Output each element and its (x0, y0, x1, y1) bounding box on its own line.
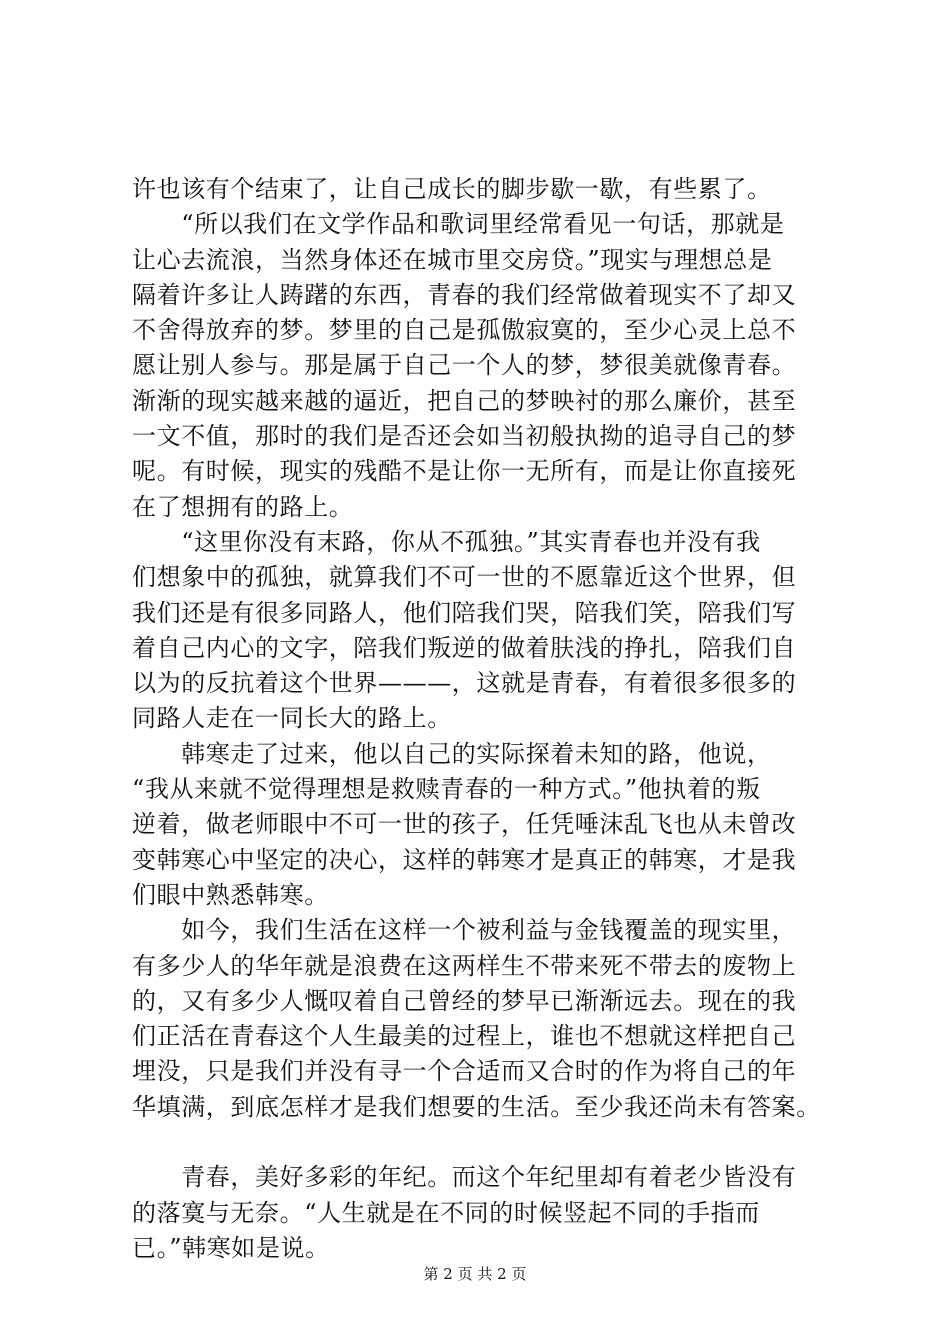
text-line: 渐渐的现实越来越的逼近，把自己的梦映衬的那么廉价，甚至 (132, 386, 797, 415)
text-line: 们正活在青春这个人生最美的过程上，谁也不想就这样把自己 (132, 1022, 797, 1051)
text-line: 们想象中的孤独，就算我们不可一世的不愿靠近这个世界，但 (132, 563, 797, 592)
text-line: “这里你没有末路，你从不孤独。”其实青春也并没有我 (132, 527, 761, 556)
text-line: 华填满，到底怎样才是我们想要的生活。至少我还尚未有答案。 (132, 1092, 821, 1121)
page-footer (0, 1264, 950, 1284)
text-line: 青春，美好多彩的年纪。而这个年纪里却有着老少皆没有 (132, 1163, 797, 1192)
text-line: 逆着，做老师眼中不可一世的孩子，任凭唾沫乱飞也从未曾改 (132, 810, 797, 839)
text-line: 变韩寒心中坚定的决心，这样的韩寒才是真正的韩寒，才是我 (132, 845, 797, 874)
text-line: 一文不值，那时的我们是否还会如当初般执拗的追寻自己的梦 (132, 422, 797, 451)
paragraph-gap (132, 1125, 832, 1160)
page-number-label: 第 2 页 共 2 页 (423, 1265, 527, 1283)
text-line: 着自己内心的文字，陪我们叛逆的做着肤浅的挣扎，陪我们自 (132, 633, 797, 662)
text-line: “所以我们在文学作品和歌词里经常看见一句话，那就是 (132, 210, 785, 239)
text-line: 同路人走在一同长大的路上。 (132, 704, 452, 733)
text-line: 我们还是有很多同路人，他们陪我们哭，陪我们笑，陪我们写 (132, 598, 797, 627)
text-line: 让心去流浪，当然身体还在城市里交房贷。”现实与理想总是 (132, 245, 773, 274)
text-line: 埋没，只是我们并没有寻一个合适而又合时的作为将自己的年 (132, 1057, 797, 1086)
text-line: 不舍得放弃的梦。梦里的自己是孤傲寂寞的，至少心灵上总不 (132, 316, 797, 345)
text-line: 已。”韩寒如是说。 (132, 1233, 330, 1262)
text-line: 的落寞与无奈。“人生就是在不同的时候竖起不同的手指而 (132, 1198, 760, 1227)
text-line: 呢。有时候，现实的残酷不是让你一无所有，而是让你直接死 (132, 457, 797, 486)
text-line: 韩寒走了过来，他以自己的实际探着未知的路，他说， (132, 739, 772, 768)
essay-body (132, 172, 832, 1266)
text-line: 以为的反抗着这个世界———，这就是青春，有着很多很多的 (132, 669, 797, 698)
text-line: 隔着许多让人踌躇的东西，青春的我们经常做着现实不了却又 (132, 280, 797, 309)
text-line: 愿让别人参与。那是属于自己一个人的梦，梦很美就像青春。 (132, 351, 797, 380)
text-line: 有多少人的华年就是浪费在这两样生不带来死不带去的废物上 (132, 951, 797, 980)
text-line: “我从来就不觉得理想是救赎青春的一种方式。”他执着的叛 (132, 775, 761, 804)
text-line: 的，又有多少人慨叹着自己曾经的梦早已渐渐远去。现在的我 (132, 986, 797, 1015)
text-line: 们眼中熟悉韩寒。 (132, 880, 329, 909)
text-line: 在了想拥有的路上。 (132, 492, 354, 521)
text-line: 许也该有个结束了，让自己成长的脚步歇一歇，有些累了。 (132, 175, 772, 203)
text-line: 如今，我们生活在这样一个被利益与金钱覆盖的现实里， (132, 916, 797, 945)
